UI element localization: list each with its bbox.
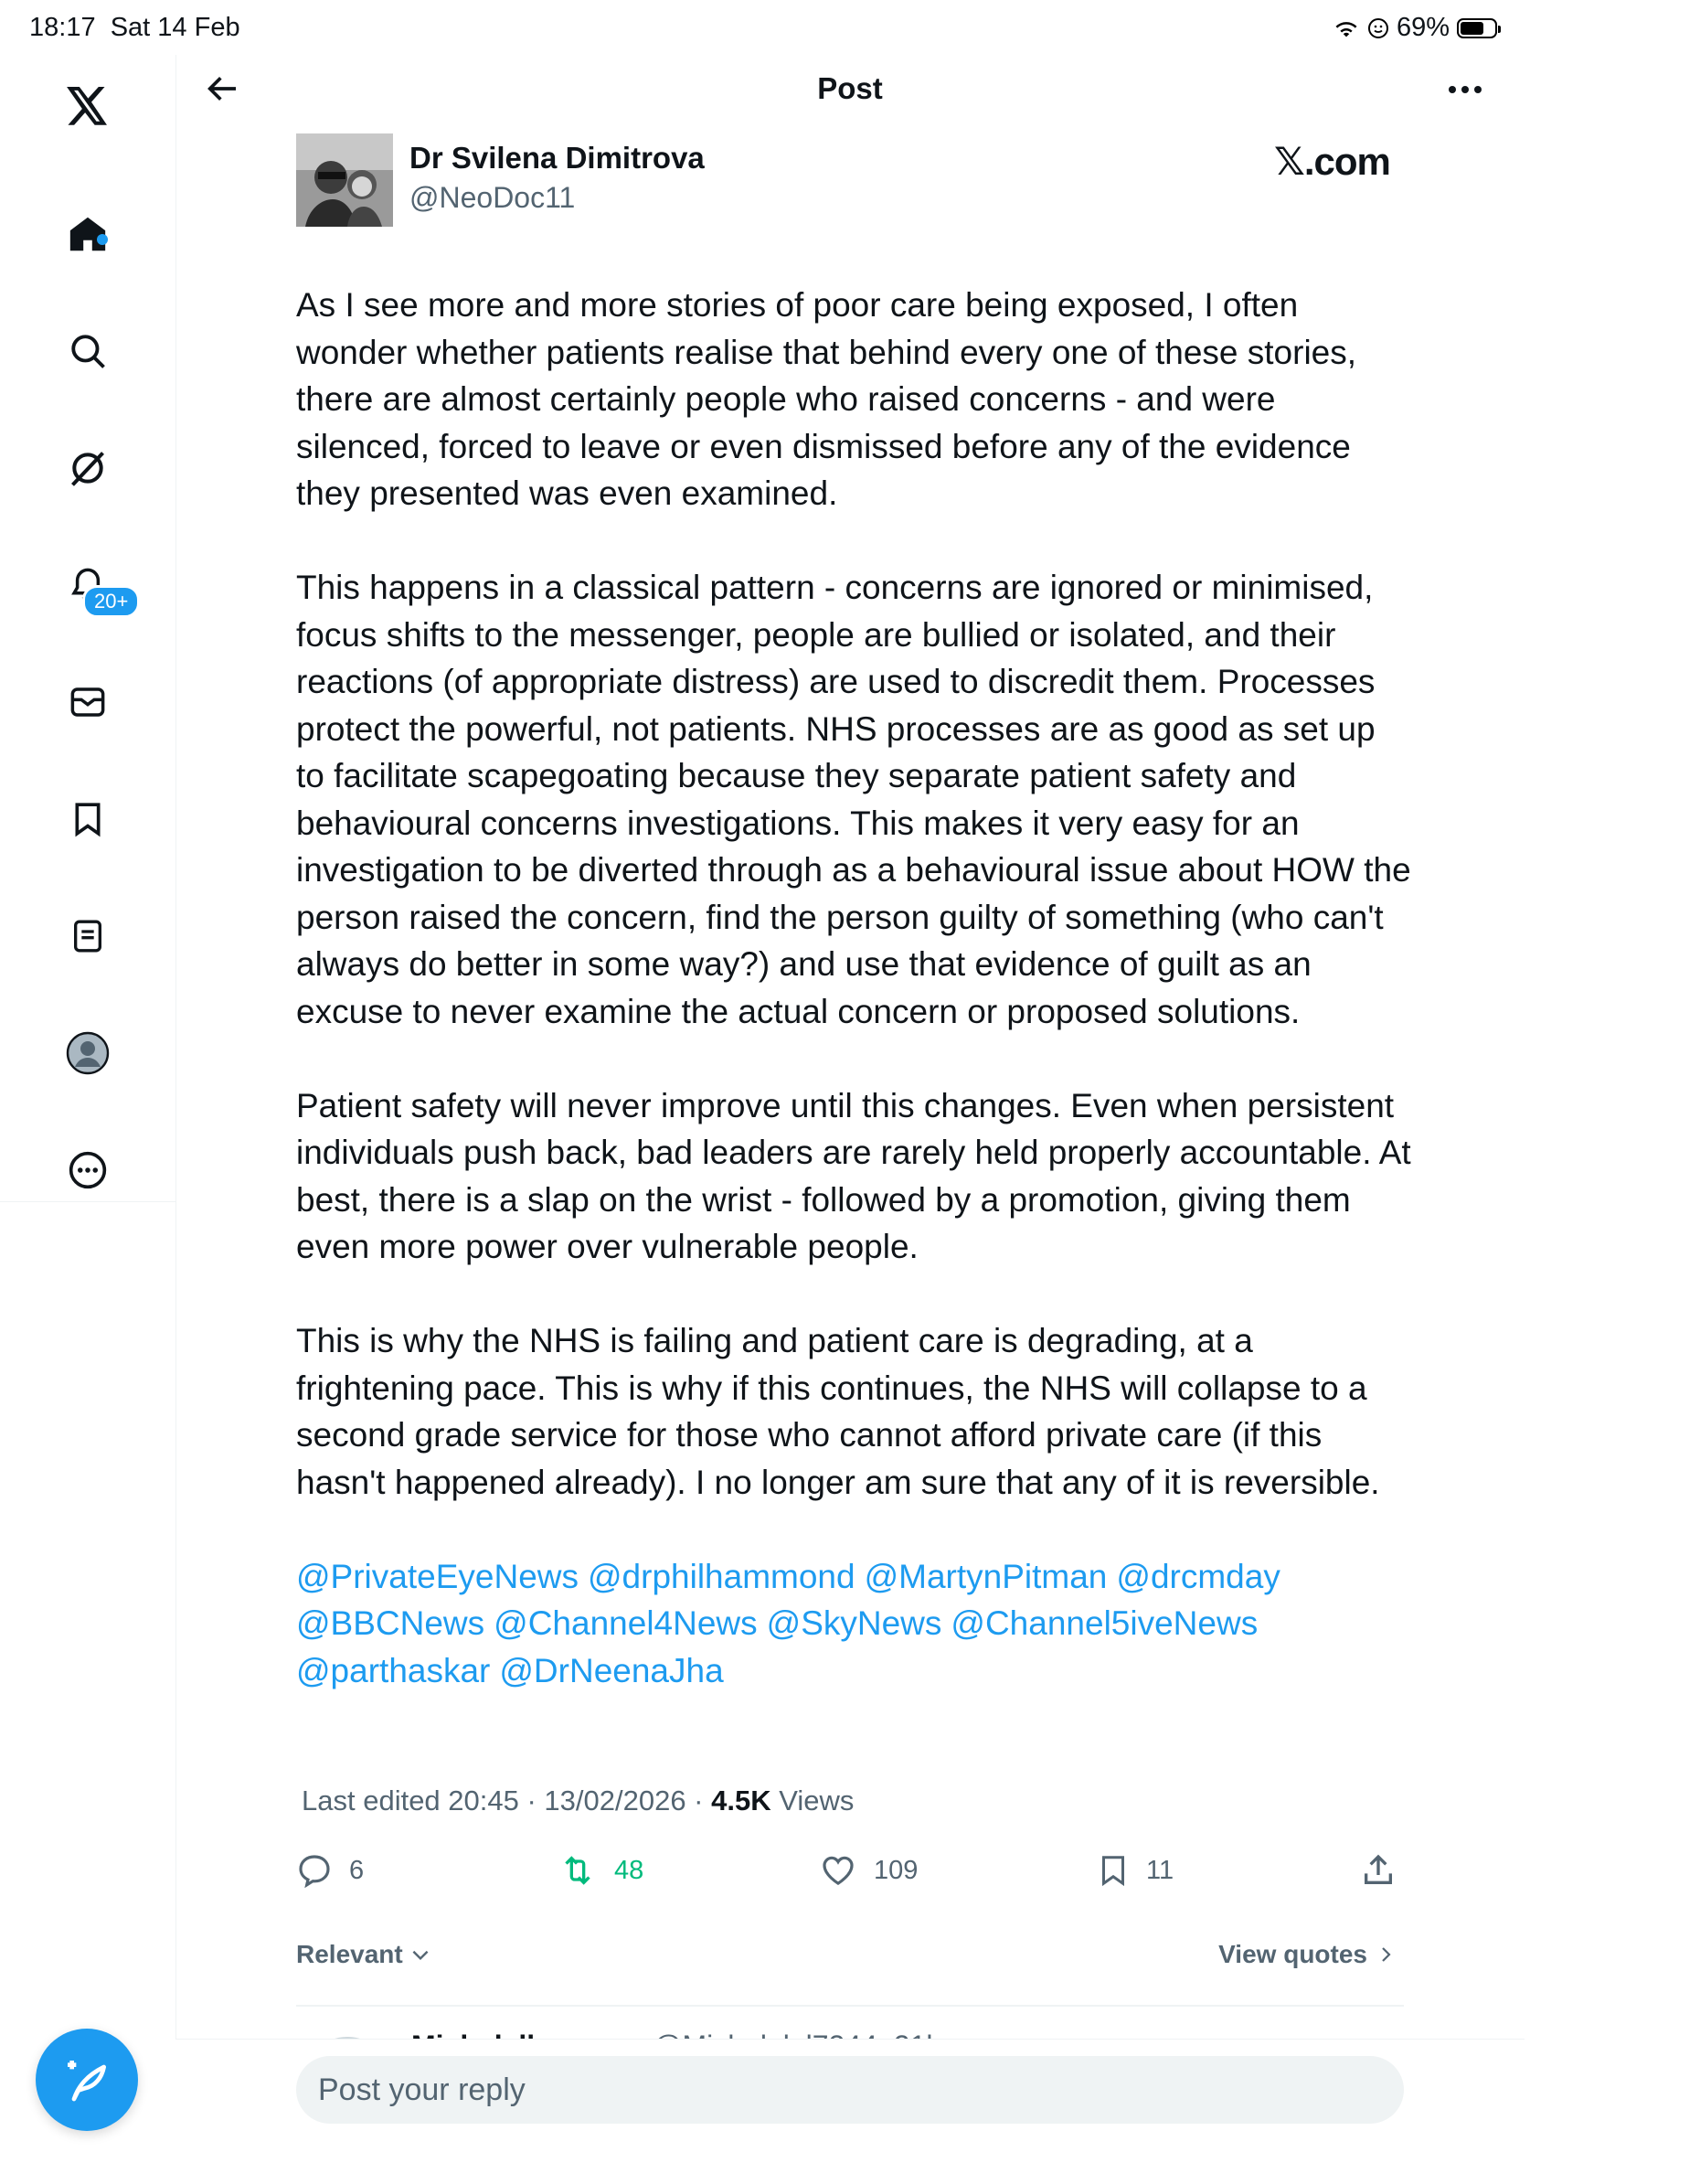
mention-link[interactable]: @DrNeenaJha: [499, 1651, 724, 1689]
grok-icon[interactable]: [58, 439, 117, 497]
mention-link[interactable]: @parthaskar: [296, 1651, 491, 1689]
like-count: 109: [874, 1855, 919, 1885]
page-title: Post: [817, 71, 883, 105]
post-actions: [296, 1852, 1411, 1898]
mention-link[interactable]: @Channel4News: [494, 1604, 758, 1642]
mention-link[interactable]: @PrivateEyeNews: [296, 1557, 579, 1595]
battery-percent: 69%: [1396, 13, 1450, 42]
post-mentions: [296, 1553, 1411, 1695]
home-icon[interactable]: [58, 205, 117, 263]
views-label: Views: [770, 1784, 855, 1816]
reply-count: 6: [349, 1855, 365, 1885]
bookmark-button[interactable]: [1097, 1852, 1174, 1889]
status-time: 18:17 Sat 14 Feb: [29, 13, 240, 42]
mention-link[interactable]: @MartynPitman: [864, 1557, 1108, 1595]
chevron-right-icon: [1375, 1943, 1397, 1966]
author-handle[interactable]: @NeoDoc11: [409, 181, 576, 214]
compose-button[interactable]: [36, 2029, 138, 2131]
share-button[interactable]: [1360, 1852, 1397, 1889]
reply-button[interactable]: [296, 1852, 364, 1889]
divider: [296, 2005, 1404, 2007]
more-options-icon[interactable]: [58, 1141, 117, 1199]
mention-link[interactable]: @Channel5iveNews: [951, 1604, 1259, 1642]
mention-link[interactable]: @BBCNews: [296, 1604, 485, 1642]
post-paragraph: This happens in a classical pattern - concerns are ignored or minimised, focus shifts to the messenger, people are bullied or isolated, and their reactions (of appropriate distress) are used to discredit them. Processes protect the powerful, not patients. NHS processes are as good as set up to facilitate scapegoating because they separate patient safety and behavioural concerns investigations. This makes it very easy for an investigation to be diverted through as a behavioural issue about HOW the person raised the concern, find the person guilty of something (who can't always do better in some way?) and use that evidence of guilt as an excuse to never examine the actual concern or proposed solutions.: [296, 569, 1411, 1030]
ellipsis-icon: [1447, 84, 1483, 95]
share-icon: [1360, 1852, 1397, 1889]
profile-icon[interactable]: [58, 1024, 117, 1082]
lists-icon[interactable]: [58, 907, 117, 965]
reply-input[interactable]: Post your reply: [296, 2056, 1404, 2124]
x-com-logo: 𝕏.com: [1274, 140, 1390, 183]
bookmark-count: 11: [1146, 1855, 1174, 1885]
sidebar: [0, 55, 176, 2183]
mention-link[interactable]: @SkyNews: [766, 1604, 942, 1642]
views-count: 4.5K: [711, 1784, 771, 1816]
reply-bar: [175, 2039, 1525, 2184]
view-quotes-label: View quotes: [1218, 1940, 1367, 1968]
heart-icon: [819, 1852, 857, 1889]
sidebar-divider: [0, 1201, 175, 1202]
reply-icon: [296, 1852, 333, 1889]
mention-link[interactable]: @drcmday: [1116, 1557, 1280, 1595]
author-name[interactable]: Dr Svilena Dimitrova: [409, 141, 705, 175]
like-button[interactable]: [819, 1852, 918, 1889]
battery-icon: [1457, 18, 1497, 38]
reply-preview[interactable]: [296, 2015, 1411, 2040]
post-more-button[interactable]: [1442, 69, 1488, 110]
mention-link[interactable]: @drphilhammond: [588, 1557, 855, 1595]
view-quotes-link[interactable]: [1218, 1940, 1397, 1969]
post-text: [296, 282, 1411, 1694]
status-right: [1333, 13, 1497, 43]
bookmark-icon: [1097, 1852, 1130, 1889]
chevron-down-icon: [409, 1943, 432, 1966]
home-unread-dot: [97, 234, 108, 245]
bookmarks-icon[interactable]: [58, 790, 117, 848]
wifi-icon: [1333, 17, 1360, 39]
replies-sort-dropdown[interactable]: [296, 1940, 432, 1969]
status-bar: [0, 0, 1525, 55]
post-paragraph: This is why the NHS is failing and patient care is degrading, at a frightening pace. This is why if this continues, the NHS will collapse to a second grade service for those who cannot afford private care (if this hasn't happened already). I no longer am sure that any of it is reversible.: [296, 1322, 1380, 1501]
post-paragraph: Patient safety will never improve until this changes. Even when persistent individuals push back, bad leaders are rarely held properly accountable. At best, there is a slap on the wrist - followed by a promotion, giving them even more power over vulnerable people.: [296, 1086, 1411, 1265]
repost-icon: [558, 1852, 598, 1889]
post-meta: [302, 1784, 854, 1817]
author-avatar[interactable]: [296, 133, 393, 227]
edited-timestamp[interactable]: Last edited 20:45 · 13/02/2026: [302, 1784, 686, 1816]
search-icon[interactable]: [58, 322, 117, 380]
replies-sort-label: Relevant: [296, 1940, 403, 1968]
notifications-badge: 20+: [82, 585, 140, 618]
meta-separator: ·: [685, 1784, 712, 1816]
post-paragraph: As I see more and more stories of poor care being exposed, I often wonder whether patients realise that behind every one of these stories, there are almost certainly people who raised concerns - and were silenced, forced to leave or even dismissed before any of the evidence they presented was even examined.: [296, 286, 1357, 512]
compose-feather-icon: [61, 2054, 112, 2105]
battery-fill: [1461, 22, 1483, 35]
focus-icon: [1367, 17, 1389, 39]
messages-icon[interactable]: [58, 673, 117, 731]
repost-button[interactable]: [558, 1852, 643, 1889]
repost-count: 48: [614, 1855, 644, 1885]
